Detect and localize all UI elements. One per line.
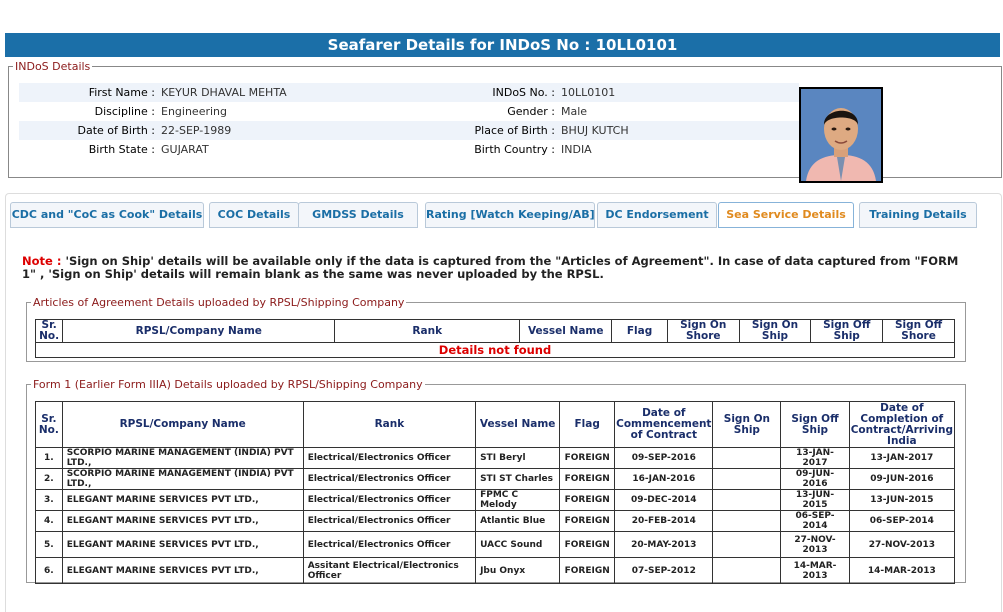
- flag-cell: FOREIGN: [560, 511, 615, 532]
- sign-off-ship-cell: 09-JUN-2016: [781, 469, 849, 490]
- completion-date-cell: 14-MAR-2013: [849, 558, 954, 584]
- tab-cdc-details[interactable]: CDC and "CoC as Cook" Details: [10, 202, 204, 228]
- page-title: Seafarer Details for INDoS No : 10LL0101: [5, 33, 1000, 57]
- vessel-name-cell: STI Beryl: [476, 448, 560, 469]
- commencement-date-cell: 20-FEB-2014: [615, 511, 713, 532]
- sign-off-ship-cell: 14-MAR-2013: [781, 558, 849, 584]
- company-name-cell: ELEGANT MARINE SERVICES PVT LTD.,: [62, 490, 303, 511]
- sr-no-cell: 2.: [36, 469, 63, 490]
- tab-dc-endorsement[interactable]: DC Endorsement: [597, 202, 717, 228]
- sign-off-ship-cell: 27-NOV-2013: [781, 532, 849, 558]
- table-row: [36, 532, 955, 558]
- discipline-label: Discipline :: [94, 105, 155, 118]
- rank-cell: Electrical/Electronics Officer: [303, 532, 475, 558]
- info-row: [19, 102, 799, 121]
- sign-on-ship-cell: [713, 490, 781, 511]
- col-sign-on-ship: Sign On Ship: [713, 402, 781, 448]
- company-name-cell: SCORPIO MARINE MANAGEMENT (INDIA) PVT LTD.,: [62, 448, 303, 469]
- birth-state-value: GUJARAT: [161, 143, 209, 156]
- info-row: [19, 140, 799, 159]
- company-name-cell: ELEGANT MARINE SERVICES PVT LTD.,: [62, 532, 303, 558]
- vessel-name-cell: FPMC C Melody: [476, 490, 560, 511]
- col-sign-off-ship: Sign Off Ship: [811, 320, 883, 343]
- col-company-name: RPSL/Company Name: [63, 320, 335, 343]
- articles-of-agreement-panel: [26, 296, 966, 362]
- indos-details-legend: INDoS Details: [15, 60, 91, 73]
- gender-label: Gender :: [507, 105, 555, 118]
- col-sr-no: Sr. No.: [36, 402, 63, 448]
- first-name-label: First Name :: [19, 83, 159, 102]
- completion-date-cell: 06-SEP-2014: [849, 511, 954, 532]
- form1-panel: [26, 378, 966, 583]
- flag-cell: FOREIGN: [560, 532, 615, 558]
- first-name-value: KEYUR DHAVAL MEHTA: [159, 83, 409, 102]
- commencement-date-cell: 09-SEP-2016: [615, 448, 713, 469]
- form1-table: [35, 401, 955, 584]
- sr-no-cell: 5.: [36, 532, 63, 558]
- discipline-value: Engineering: [161, 105, 227, 118]
- sign-on-note: [22, 255, 972, 281]
- articles-table: [35, 319, 955, 358]
- completion-date-cell: 09-JUN-2016: [849, 469, 954, 490]
- info-row: [19, 121, 799, 140]
- col-rank: Rank: [335, 320, 520, 343]
- sign-off-ship-cell: 13-JAN-2017: [781, 448, 849, 469]
- sr-no-cell: 4.: [36, 511, 63, 532]
- sign-on-ship-cell: [713, 511, 781, 532]
- seafarer-info-table: [19, 83, 799, 159]
- form1-legend: Form 1 (Earlier Form IIIA) Details uploaded by RPSL/Shipping Company: [33, 378, 423, 391]
- sign-on-ship-cell: [713, 532, 781, 558]
- details-not-found: Details not found: [36, 343, 955, 358]
- col-flag: Flag: [612, 320, 668, 343]
- tab-sea-service-details[interactable]: Sea Service Details: [718, 202, 854, 228]
- rank-cell: Electrical/Electronics Officer: [303, 490, 475, 511]
- flag-cell: FOREIGN: [560, 469, 615, 490]
- rank-cell: Electrical/Electronics Officer: [303, 469, 475, 490]
- col-sign-on-ship: Sign On Ship: [739, 320, 811, 343]
- vessel-name-cell: STI ST Charles: [476, 469, 560, 490]
- flag-cell: FOREIGN: [560, 490, 615, 511]
- place-of-birth-value: BHUJ KUTCH: [559, 121, 799, 140]
- table-row: [36, 558, 955, 584]
- col-sign-off-ship: Sign Off Ship: [781, 402, 849, 448]
- table-row: [36, 490, 955, 511]
- completion-date-cell: 13-JAN-2017: [849, 448, 954, 469]
- rank-cell: Electrical/Electronics Officer: [303, 511, 475, 532]
- completion-date-cell: 27-NOV-2013: [849, 532, 954, 558]
- dob-value: 22-SEP-1989: [159, 121, 409, 140]
- rank-cell: Electrical/Electronics Officer: [303, 448, 475, 469]
- articles-legend: Articles of Agreement Details uploaded by RPSL/Shipping Company: [33, 296, 405, 309]
- vessel-name-cell: UACC Sound: [476, 532, 560, 558]
- table-row: [36, 469, 955, 490]
- dob-label: Date of Birth :: [19, 121, 159, 140]
- flag-cell: FOREIGN: [560, 448, 615, 469]
- sr-no-cell: 1.: [36, 448, 63, 469]
- sr-no-cell: 3.: [36, 490, 63, 511]
- flag-cell: FOREIGN: [560, 558, 615, 584]
- form1-header-row: [36, 402, 955, 448]
- tab-training-details[interactable]: Training Details: [859, 202, 977, 228]
- note-label: Note :: [22, 254, 62, 268]
- col-sr-no: Sr. No.: [36, 320, 63, 343]
- commencement-date-cell: 07-SEP-2012: [615, 558, 713, 584]
- sign-off-ship-cell: 06-SEP-2014: [781, 511, 849, 532]
- articles-header-row: [36, 320, 955, 343]
- table-row: [36, 511, 955, 532]
- commencement-date-cell: 20-MAY-2013: [615, 532, 713, 558]
- company-name-cell: SCORPIO MARINE MANAGEMENT (INDIA) PVT LTD.,: [62, 469, 303, 490]
- indos-no-value: 10LL0101: [559, 83, 799, 102]
- sign-on-ship-cell: [713, 558, 781, 584]
- gender-value: Male: [561, 105, 588, 118]
- col-vessel-name: Vessel Name: [520, 320, 612, 343]
- birth-country-value: INDIA: [561, 143, 592, 156]
- col-vessel-name: Vessel Name: [476, 402, 560, 448]
- articles-empty-row: [36, 343, 955, 358]
- vessel-name-cell: Atlantic Blue: [476, 511, 560, 532]
- sign-on-ship-cell: [713, 448, 781, 469]
- completion-date-cell: 13-JUN-2015: [849, 490, 954, 511]
- note-text: 'Sign on Ship' details will be available only if the data is captured from the "Articles of Agreement". In case of data captured from "FORM 1" , 'Sign on Ship' details will remain blank as the same was never uploaded by the RPSL.: [22, 254, 959, 281]
- indos-details-panel: [8, 60, 1002, 178]
- birth-country-label: Birth Country :: [474, 143, 555, 156]
- tab-gmdss-details[interactable]: GMDSS Details: [298, 202, 418, 228]
- indos-no-label: INDoS No. :: [409, 83, 559, 102]
- tab-rating-watch-keeping[interactable]: Rating [Watch Keeping/AB]: [425, 202, 595, 228]
- col-flag: Flag: [560, 402, 615, 448]
- rank-cell: Assitant Electrical/Electronics Officer: [303, 558, 475, 584]
- col-sign-off-shore: Sign Off Shore: [883, 320, 955, 343]
- birth-state-label: Birth State :: [88, 143, 155, 156]
- col-company-name: RPSL/Company Name: [62, 402, 303, 448]
- sign-off-ship-cell: 13-JUN-2015: [781, 490, 849, 511]
- place-of-birth-label: Place of Birth :: [409, 121, 559, 140]
- commencement-date-cell: 16-JAN-2016: [615, 469, 713, 490]
- sr-no-cell: 6.: [36, 558, 63, 584]
- table-row: [36, 448, 955, 469]
- sign-on-ship-cell: [713, 469, 781, 490]
- tab-coc-details[interactable]: COC Details: [209, 202, 299, 228]
- col-date-of-completion: Date of Completion of Contract/Arriving India: [850, 401, 953, 447]
- commencement-date-cell: 09-DEC-2014: [615, 490, 713, 511]
- col-rank: Rank: [303, 402, 475, 448]
- vessel-name-cell: Jbu Onyx: [476, 558, 560, 584]
- info-row: [19, 83, 799, 102]
- col-sign-on-shore: Sign On Shore: [667, 320, 739, 343]
- company-name-cell: ELEGANT MARINE SERVICES PVT LTD.,: [62, 558, 303, 584]
- company-name-cell: ELEGANT MARINE SERVICES PVT LTD.,: [62, 511, 303, 532]
- col-date-of-commencement: Date of Commencement of Contract: [615, 402, 713, 448]
- seafarer-photo: [799, 87, 883, 183]
